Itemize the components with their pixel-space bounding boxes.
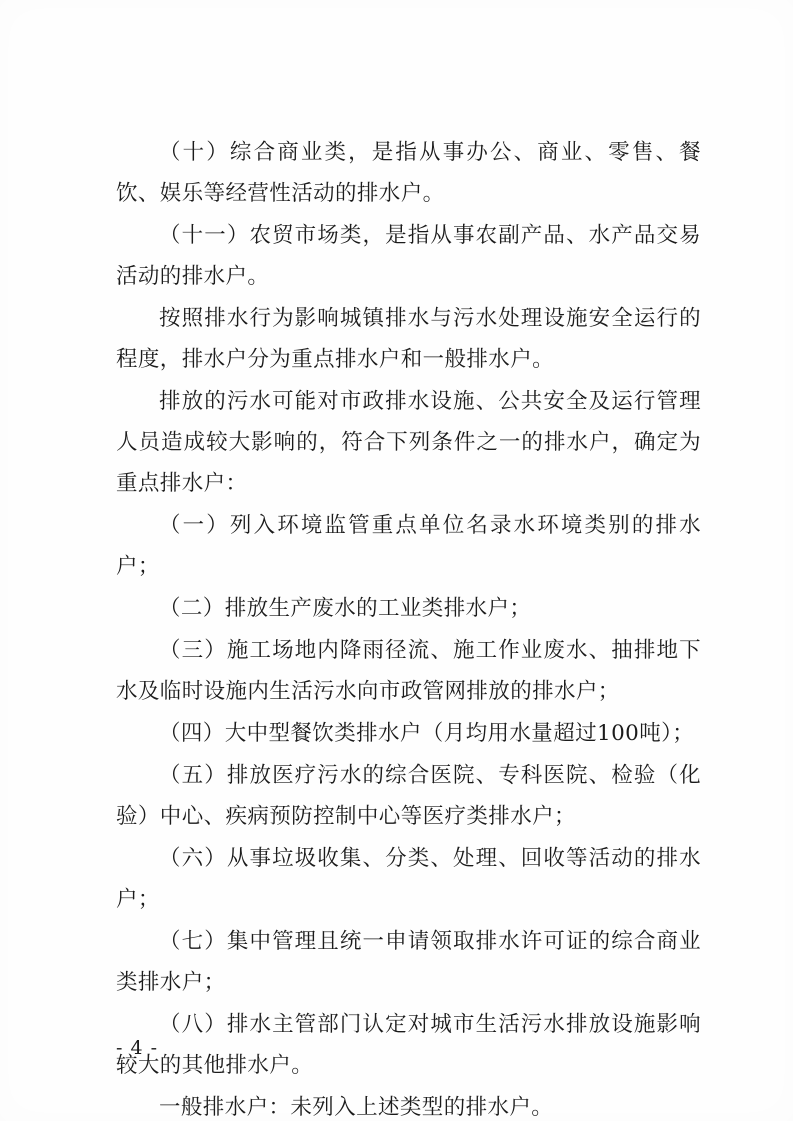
paragraph: 按照排水行为影响城镇排水与污水处理设施安全运行的程度，排水户分为重点排水户和一般排水户。 [116, 306, 701, 372]
paragraph: 一般排水户：未列入上述类型的排水户。 [159, 1095, 554, 1120]
paragraph: （四）大中型餐饮类排水户（月均用水量超过100吨）； [159, 721, 695, 746]
paragraph: （一）列入环境监管重点单位名录水环境类别的排水户； [116, 513, 701, 579]
page-number: - 4 - [116, 1037, 159, 1059]
paragraph: （二）排放生产废水的工业类排水户； [159, 596, 532, 621]
paragraph: （五）排放医疗污水的综合医院、专科医院、检验（化验）中心、疾病预防控制中心等医疗类排水户； [116, 763, 701, 829]
paragraph: （十一）农贸市场类，是指从事农副产品、水产品交易活动的排水户。 [116, 223, 701, 289]
paragraph: （八）排水主管部门认定对城市生活污水排放设施影响较大的其他排水户。 [116, 1012, 701, 1078]
paragraph: （三）施工场地内降雨径流、施工作业废水、抽排地下水及临时设施内生活污水向市政管网排放的排水户； [116, 638, 701, 704]
paragraph: （七）集中管理且统一申请领取排水许可证的综合商业类排水户； [116, 929, 701, 995]
paragraph: （十）综合商业类，是指从事办公、商业、零售、餐饮、娱乐等经营性活动的排水户。 [116, 140, 701, 206]
paragraph: 排放的污水可能对市政排水设施、公共安全及运行管理人员造成较大影响的，符合下列条件之一的排水户，确定为重点排水户： [116, 389, 701, 496]
paragraph: （六）从事垃圾收集、分类、处理、回收等活动的排水户； [116, 846, 701, 912]
document-body [116, 132, 701, 1128]
